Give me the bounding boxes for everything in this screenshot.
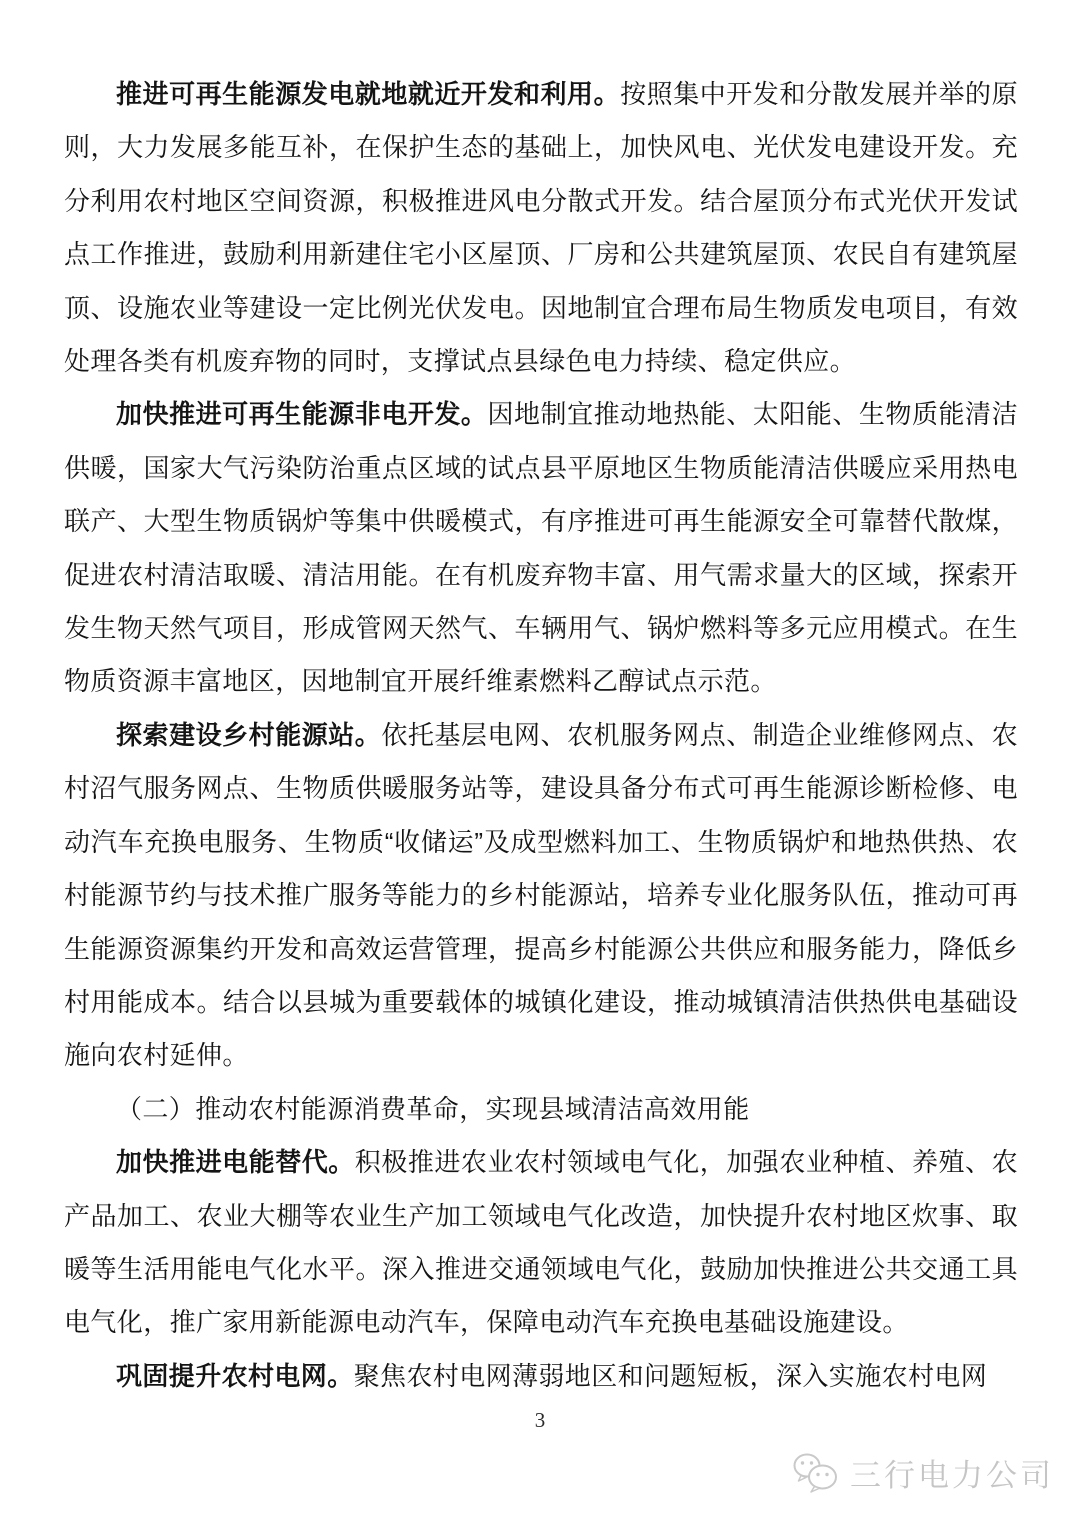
paragraph-lead: 探索建设乡村能源站。 <box>116 719 382 750</box>
paragraph-text: 积极推进农业农村领域电气化，加强农业种植、养殖、农产品加工、农业大棚等农业生产加工领域电气化改造，加快提升农村地区炊事、取暖等生活用能电气化水平。深入推进交通领域电气化，鼓励加快推进公共交通工具电气化，推广家用新能源电动汽车，保障电动汽车充换电基础设施建设。 <box>64 1147 1018 1338</box>
section-heading <box>64 1083 1018 1136</box>
paragraph-text: 因地制宜推动地热能、太阳能、生物质能清洁供暖，国家大气污染防治重点区域的试点县平原地区生物质能清洁供暖应采用热电联产、大型生物质锅炉等集中供暖模式，有序推进可再生能源安全可靠替代散煤，促进农村清洁取暖、清洁用能。在有机废弃物丰富、用气需求量大的区域，探索开发生物天然气项目，形成管网天然气、车辆用气、锅炉燃料等多元应用模式。在生物质资源丰富地区，因地制宜开展纤维素燃料乙醇试点示范。 <box>64 399 1018 697</box>
paragraph <box>64 1136 1018 1350</box>
paragraph-lead: 加快推进电能替代。 <box>116 1147 355 1178</box>
watermark-label: 三行电力公司 <box>850 1458 1054 1493</box>
page-number: 3 <box>534 1408 546 1432</box>
paragraph-text: 按照集中开发和分散发展并举的原则，大力发展多能互补，在保护生态的基础上，加快风电、光伏发电建设开发。充分利用农村地区空间资源，积极推进风电分散式开发。结合屋顶分布式光伏开发试点工作推进，鼓励利用新建住宅小区屋顶、厂房和公共建筑屋顶、农民自有建筑屋顶、设施农业等建设一定比例光伏发电。因地制宜合理布局生物质发电项目，有效处理各类有机废弃物的同时，支撑试点县绿色电力持续、稳定供应。 <box>64 79 1018 377</box>
wechat-icon <box>792 1452 840 1494</box>
document-body <box>64 68 1018 1403</box>
paragraph-lead: 加快推进可再生能源非电开发。 <box>116 399 488 430</box>
paragraph <box>64 1350 1018 1403</box>
section-heading-text: （二）推动农村能源消费革命，实现县域清洁高效用能 <box>116 1093 750 1124</box>
paragraph <box>64 68 1018 388</box>
watermark <box>792 1450 1054 1495</box>
paragraph <box>64 388 1018 708</box>
paragraph-lead: 巩固提升农村电网。 <box>116 1360 354 1391</box>
paragraph-text: 聚焦农村电网薄弱地区和问题短板，深入实施农村电网 <box>353 1360 988 1391</box>
paragraph <box>64 709 1018 1083</box>
paragraph-lead: 推进可再生能源发电就地就近开发和利用。 <box>116 79 621 109</box>
paragraph-text: 依托基层电网、农机服务网点、制造企业维修网点、农村沼气服务网点、生物质供暖服务站等，建设具备分布式可再生能源诊断检修、电动汽车充换电服务、生物质“收储运”及成型燃料加工、生物质锅炉和地热供热、农村能源节约与技术推广服务等能力的乡村能源站，培养专业化服务队伍，推动可再生能源资源集约开发和高效运营管理，提高乡村能源公共供应和服务能力，降低乡村用能成本。结合以县城为重要载体的城镇化建设，推动城镇清洁供热供电基础设施向农村延伸。 <box>64 719 1018 1071</box>
